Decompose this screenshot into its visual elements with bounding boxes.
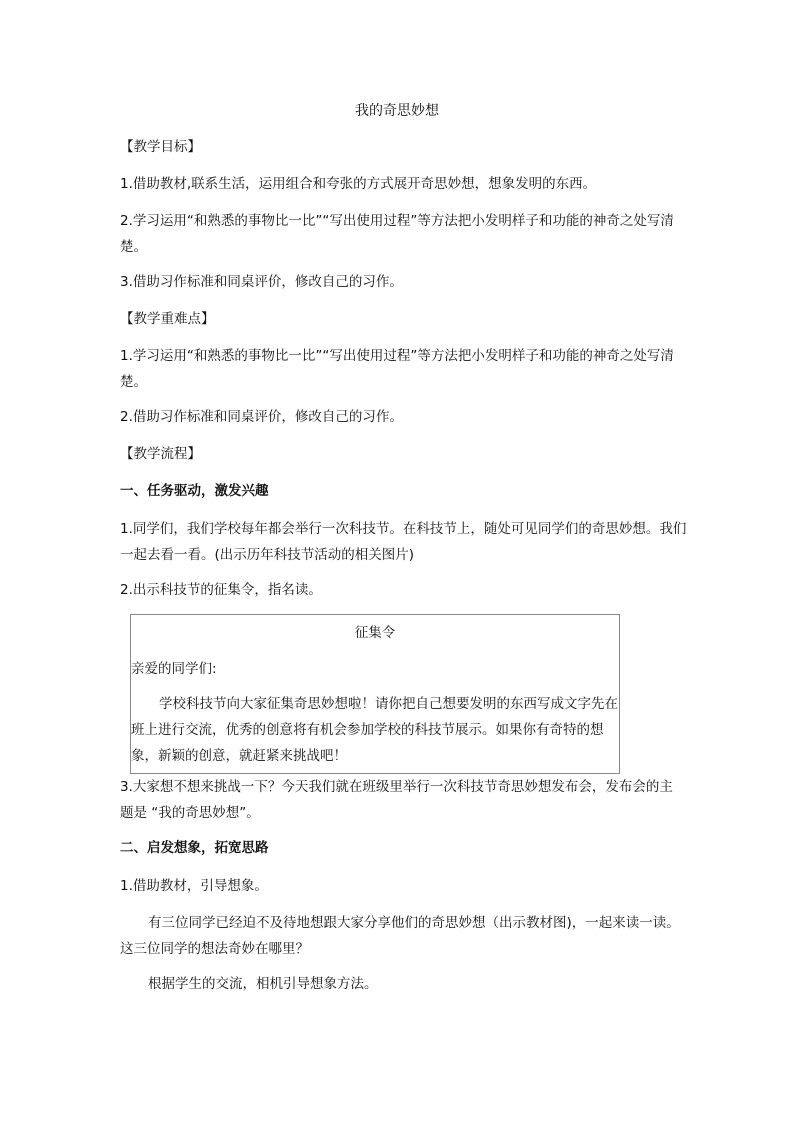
section-heading-key-points: 【教学重难点】 xyxy=(120,311,215,327)
paragraph-part1-3: 3.大家想不想来挑战一下？今天我们就在班级里举行一次科技节奇思妙想发布会，发布会的主题是 “我的奇思妙想”。 xyxy=(120,779,673,821)
paragraph-goal-3: 3.借助习作标准和同桌评价，修改自己的习作。 xyxy=(120,274,403,290)
paragraph-part1-2: 2.出示科技节的征集令，指名读。 xyxy=(120,582,322,598)
part-heading-2: 二、启发想象，拓宽思路 xyxy=(120,840,269,856)
part-heading-1: 一、任务驱动，激发兴趣 xyxy=(120,483,269,499)
paragraph-part2-2: 有三位同学已经迫不及待地想跟大家分享他们的奇思妙想（出示教材图)，一起来读一读。这三位同学的想法奇妙在哪里？ xyxy=(120,915,680,957)
section-heading-goals: 【教学目标】 xyxy=(120,139,201,155)
paragraph-key-1: 1.学习运用“和熟悉的事物比一比”“写出使用过程”等方法把小发明样子和功能的神奇之处写清楚。 xyxy=(120,348,674,390)
document-title: 我的奇思妙想 xyxy=(355,103,439,119)
section-heading-flow: 【教学流程】 xyxy=(120,446,201,462)
notice-box xyxy=(130,614,620,774)
paragraph-part2-3: 根据学生的交流，相机引导想象方法。 xyxy=(148,976,378,992)
notice-greeting: 亲爱的同学们: xyxy=(131,661,217,677)
paragraph-part1-1: 1.同学们，我们学校每年都会举行一次科技节。在科技节上，随处可见同学们的奇思妙想。我们一起去看一看。(出示历年科技节活动的相关图片) xyxy=(120,521,687,563)
paragraph-part2-1: 1.借助教材，引导想象。 xyxy=(120,878,268,894)
paragraph-goal-1: 1.借助教材,联系生活，运用组合和夸张的方式展开奇思妙想，想象发明的东西。 xyxy=(120,176,597,192)
paragraph-key-2: 2.借助习作标准和同桌评价，修改自己的习作。 xyxy=(120,409,403,425)
notice-body: 学校科技节向大家征集奇思妙想啦！请你把自己想要发明的东西写成文字先在班上进行交流，优秀的创意将有机会参加学校的科技节展示。如果你有奇特的想象，新颖的创意，就赶紧来挑战吧！ xyxy=(131,696,618,764)
paragraph-goal-2: 2.学习运用“和熟悉的事物比一比”“写出使用过程”等方法把小发明样子和功能的神奇之处写清楚。 xyxy=(120,213,674,255)
notice-title: 征集令 xyxy=(354,625,396,641)
